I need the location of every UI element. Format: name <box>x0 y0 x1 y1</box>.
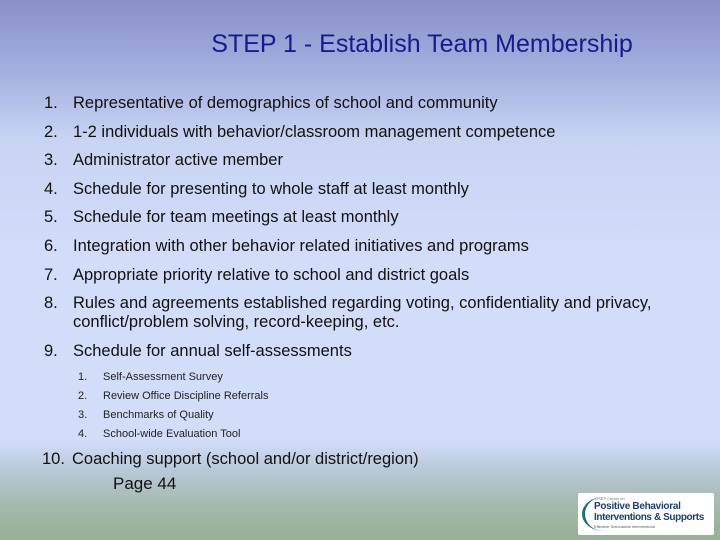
list-item <box>44 151 694 170</box>
list-item <box>44 94 694 113</box>
item-number: 8. <box>44 294 58 313</box>
item-text: Appropriate priority relative to school and district goals <box>73 265 470 284</box>
logo-line-3: Interventions & Supports <box>594 512 704 523</box>
sub-item-number: 2. <box>78 390 88 403</box>
item-number: 4. <box>44 179 58 198</box>
logo-line-4: Effective Schoolwide Interventions <box>594 524 655 529</box>
requirements-list <box>44 94 694 479</box>
item-number: 3. <box>44 151 58 170</box>
sub-item-number: 4. <box>78 428 88 441</box>
item-text: Administrator active member <box>73 151 283 170</box>
sub-item-text: School-wide Evaluation Tool <box>103 428 241 441</box>
item-text: Schedule for annual self-assessments <box>73 341 352 360</box>
item-text: Schedule for team meetings at least monthly <box>73 208 399 227</box>
item-text: Rules and agreements established regarding voting, confidentiality and privacy, conflict/problem solving, record-keeping, etc. <box>73 294 652 332</box>
sub-list-item <box>78 425 694 444</box>
item-number: 2. <box>44 122 58 141</box>
item-number: 5. <box>44 208 58 227</box>
list-item <box>44 208 694 227</box>
item-number: 1. <box>44 94 58 112</box>
sub-list-item <box>78 387 694 406</box>
sub-item-text: Benchmarks of Quality <box>103 409 214 422</box>
item-number: 9. <box>44 341 58 360</box>
list-item <box>44 342 694 361</box>
list-item <box>44 294 694 332</box>
item-text: Coaching support (school and/or district/region) <box>72 450 419 469</box>
slide-title: STEP 1 - Establish Team Membership <box>211 30 633 58</box>
logo-line-2: Positive Behavioral <box>594 501 681 512</box>
logo-line-1: OSEP Center on <box>595 496 625 501</box>
pbis-logo <box>578 493 714 535</box>
sub-item-text: Review Office Discipline Referrals <box>103 390 269 403</box>
item-text: Integration with other behavior related initiatives and programs <box>73 236 529 255</box>
sub-item-number: 3. <box>78 409 88 422</box>
item-text: Representative of demographics of school and community <box>73 94 498 112</box>
sub-list <box>78 368 694 444</box>
list-item <box>44 180 694 199</box>
sub-list-item <box>78 406 694 425</box>
page-number: Page 44 <box>113 474 177 493</box>
list-item <box>42 450 694 469</box>
item-text: 1-2 individuals with behavior/classroom management competence <box>73 122 556 141</box>
list-item <box>44 123 694 142</box>
item-text: Schedule for presenting to whole staff at least monthly <box>73 179 469 198</box>
sub-item-number: 1. <box>78 371 88 384</box>
list-item <box>44 266 694 285</box>
sub-item-text: Self-Assessment Survey <box>103 371 223 384</box>
list-item <box>44 237 694 256</box>
sub-list-item <box>78 368 694 387</box>
item-number: 7. <box>44 265 58 284</box>
item-number: 10. <box>42 450 65 469</box>
item-number: 6. <box>44 236 58 255</box>
